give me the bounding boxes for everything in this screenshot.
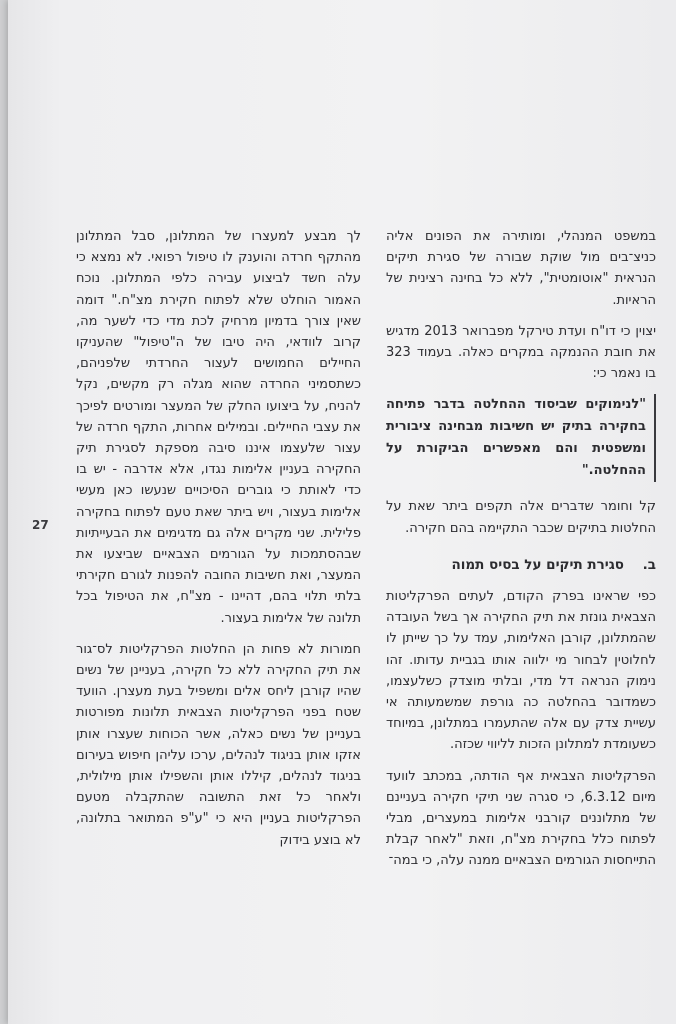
left-paragraph-1: לך מבצע למעצרו של המתלונן, סבל המתלונן מהתקף חרדה והוענק לו טיפול רפואי. לא נמצא כי עלה חשד לביצוע עבירה כלפי המתלונן. נוכח האמור הוחלט שלא לפתוח חקירת מצ"ח." דומה שאין צורך בדמיון מרחיק לכת מדי כדי לשער מה, קרוב לוודאי, היה טיבו של ה"טיפול" שהעניקו החיילים החמושים לעצור החרדתי שלפניהם, כשתסמיני החרדה שהוא מגלה רק מקשים, נקל להניח, על ביצועו החלק של המעצר ומורטים לפיכך את עצבי החיילים. ובמילים אחרות, התקף חרדה של עצור שלעצמו איננו סיבה מספקת לסגירת תיק החקירה בעניין אלימות נגדו, אלא אדרבה - יש בו כדי לאותת כי גוברים הסיכויים שנעשו כאן מעשי אלימות בעצור, ויש ביתר שאת טעם לפתוח בחקירה פלילית. שני מקרים אלה גם מדגימים את הבעייתיות שבהסתמכות על הגורמים הצבאיים שביצעו את המעצר, ואת חשיבות החובה להפנות לגורם חקירתי בלתי תלוי בהם, דהיינו - מצ"ח, את הטיפול בכל תלונה של אלימות בעצור.: [76, 229, 361, 626]
right-column: [386, 226, 656, 882]
document-page: [8, 0, 676, 1024]
right-paragraph-5: הפרקליטות הצבאית אף הודתה, במכתב לוועד מיום 6.3.12, כי סגרה שני תיקי חקירה בעניינם של מתלוננים קורבני אלימות במעצרים, מבלי לפתוח כלל בחקירת מצ"ח, וזאת "לאחר קבלת התייחסות הגורמים הצבאיים ממנה עלה, כי במה־: [386, 768, 656, 869]
section-letter: ב.: [642, 556, 656, 573]
right-paragraph-1: במשפט המנהלי, ומותירה את הפונים אליה כניצ־בים מול שוקת שבורה של סגירת תיקים הנראית "אוטומטית", ללא כל בחינה רצינית של הראיות.: [386, 229, 656, 308]
right-paragraph-3: קל וחומר שדברים אלה תקפים ביתר שאת על החלטות בתיקים שכבר התקיימה בהם חקירה.: [386, 499, 656, 536]
page-number: 27: [32, 518, 49, 532]
right-paragraph-4: כפי שראינו בפרק הקודם, לעתים הפרקליטות הצבאית גונזת את תיק החקירה אך בשל העובדה שהמתלונן, קורבן האלימות, עמד על כך שייתן לו לחלוטין לבחור מי ילווה אותו בגביית עדותו. זהו נימוק הנראה דל מדי, ובלתי מוצדק כשלעצמו, כשמדובר בהחלטה כה גורפת שמשמעותה אי עשיית צדק עם אלה שהתעמרו במתלונן, במיוחד כשעומדת למתלונן הזכות לליווי שכזה.: [386, 589, 656, 753]
left-paragraph-2: חמורות לא פחות הן החלטות הפרקליטות לס־גור את תיק החקירה ללא כל חקירה, בעניינן של נשים שהיו קורבן ליחס אלים ומשפיל בעת מעצרן. הוועד שטח בפני הפרקליטות הצבאית תלונות מפורטות בעניינן של נשים כאלה, אשר הכוחות שעצרו אותן אזקו אותן בניגוד לנהלים, ערכו עליהן חיפוש בעירום בניגוד לנהלים, קיללו אותן והשפילו אותן מילולית, ולאחר כל זאת התשובה שהתקבלה מטעם הפרקליטות בעניין היא כי "ע"פ המתואר בתלונה, לא בוצע בידוק: [76, 641, 361, 848]
section-title: סגירת תיקים על בסיס תמוה: [451, 556, 624, 573]
blockquote: "לנימוקים שביסוד ההחלטה בדבר פתיחה בחקירה בתיק יש חשיבות מבחינה ציבורית ומשפטית והם מאפשרים הביקורת על ההחלטה.": [386, 394, 656, 482]
right-paragraph-2: יצוין כי דו"ח ועדת טירקל מפברואר 2013 מדגיש את חובת ההנמקה במקרים כאלה. בעמוד 323 בו נאמר כי:: [386, 323, 656, 382]
section-heading: [386, 555, 656, 576]
left-column: [76, 226, 361, 861]
